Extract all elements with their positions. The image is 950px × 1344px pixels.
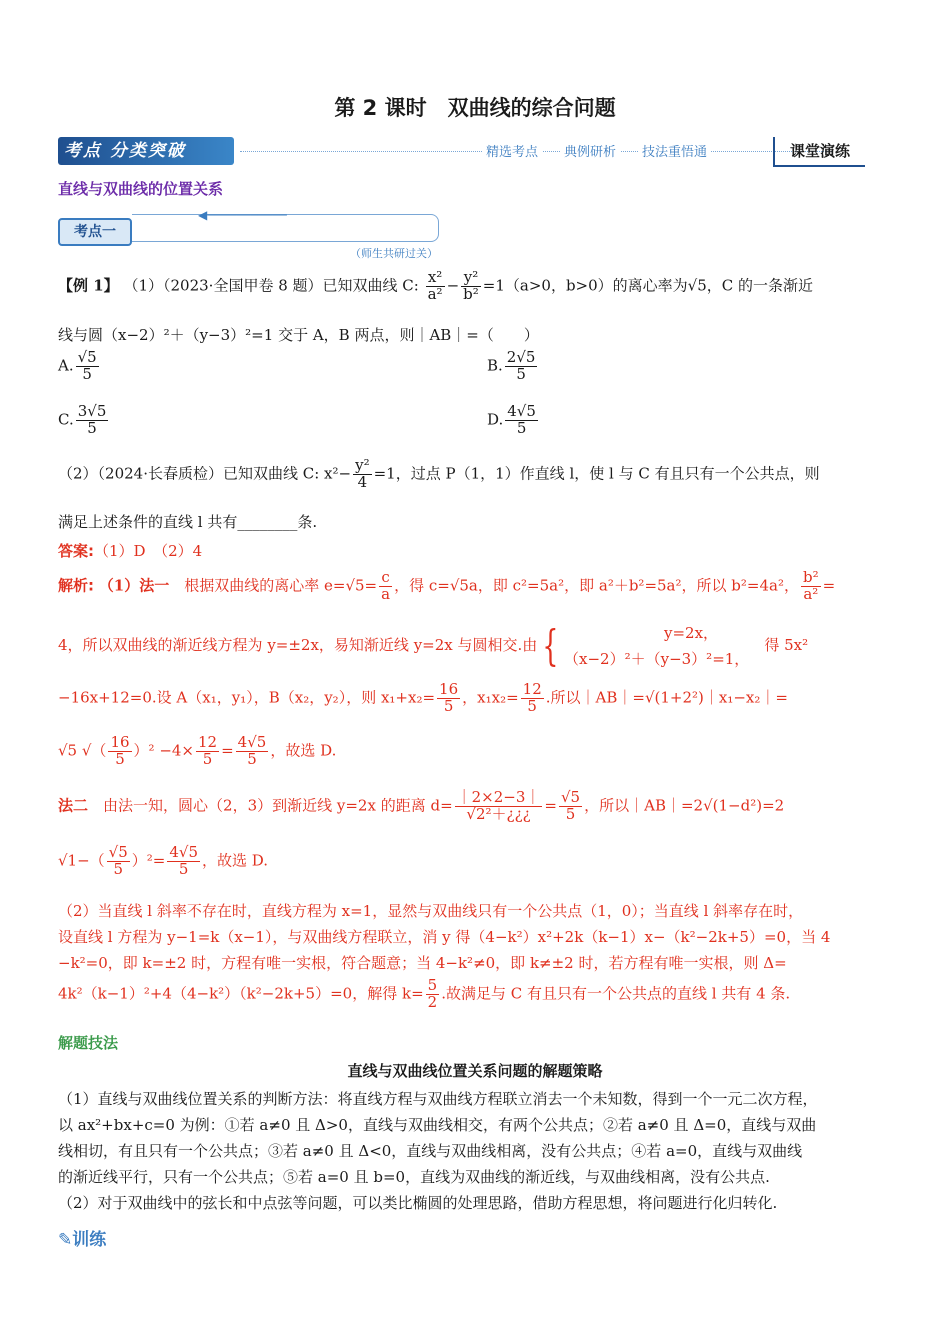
nav-item-2[interactable]: 典例研析 <box>560 141 620 160</box>
analysis-line-1: 解析: （1）法一 根据双曲线的离心率 e=√5= $\frac{c}{a}$ ，得 c=√5a，即 c²=5a²，即 a²＋b²=5a²，所以 b²=4a²， $\frac{\text{b²}}{\text{a²}}$ = <box>58 568 836 603</box>
strategy-title: 直线与双曲线位置关系问题的解题策略 <box>347 1062 603 1080</box>
method-label: 解题技法 <box>58 1034 119 1052</box>
training-heading: ✎训练 <box>58 1230 107 1250</box>
option-b[interactable]: B. $\frac{2√5}{5}$ <box>487 348 536 383</box>
nav-item-3[interactable]: 技法重悟通 <box>638 141 711 160</box>
example-p1-prefix: （1）（2023·全国甲卷 8 题）已知双曲线 C: <box>123 276 419 295</box>
analysis-line-3: −16x+12=0.设 A（x₁，y₁），B（x₂，y₂），则 x₁+x₂= $\frac{16}{5}$ ，x₁x₂= $\frac{12}{5}$ .所以｜AB｜=√(1+2²)｜x₁−x₂｜= <box>58 680 788 715</box>
analysis-line-5: 法二 由法一知，圆心（2，3）到渐近线 y=2x 的距离 d= $\frac{|2\times 2-3|}{\text{√2²＋¿¿¿}}$ = $\frac{√5}{5}$ ，所以｜AB｜=2√(1−d²)=2 <box>58 788 785 823</box>
analysis-part2-line-3: −k²=0，即 k=±2 时，方程有唯一实根，符合题意；当 4−k²≠0，即 k≠±2 时，若方程有唯一实根，则 Δ= <box>58 954 787 972</box>
section-heading: 直线与双曲线的位置关系 <box>58 180 224 198</box>
fraction-y2-b2: $\frac{\text{y²}}{\text{b²}}$ <box>463 268 479 303</box>
example-line-1: 【例 1】 （1）（2023·全国甲卷 8 题）已知双曲线 C: $\frac{\text{x²}}{\text{a²}}$ − $\frac{\text{y²}}{\text{b²}}$ =1（a>0，b>0）的离心率为√5，C 的一条渐近 <box>58 268 814 303</box>
example-part2-line-1: （2）（2024·长春质检）已知双曲线 C: x²− $\frac{\text{y²}}{4}$ =1，过点 P（1，1）作直线 l，使 l 与 C 有且只有一个公共点，则 <box>58 456 820 491</box>
strategy-p2: 以 ax²+bx+c=0 为例：①若 a≠0 且 Δ>0，直线与双曲线相交，有两个公共点；②若 a≠0 且 Δ=0，直线与双曲 <box>58 1116 817 1134</box>
analysis-line-6: √1−（ $\frac{√5}{5}$ ）²= $\frac{4√5}{5}$ ，故选 D. <box>58 843 269 878</box>
nav-item-active[interactable]: 课堂演练 <box>773 137 865 167</box>
analysis-line-2: 4，所以双曲线的渐近线方程为 y=±2x，易知渐近线 y=2x 与圆相交.由 { y=2x， （x−2）²＋（y−3）²=1， 得 5x² <box>58 621 809 670</box>
option-d[interactable]: D. $\frac{4√5}{5}$ <box>487 402 536 437</box>
option-a[interactable]: A. $\frac{√5}{5}$ <box>58 348 97 383</box>
example-part2-line-2: 满足上述条件的直线 l 共有________条. <box>58 513 318 531</box>
example-p1-mid2: ，C 的一条渐近 <box>706 276 814 295</box>
edit-icon: ✎ <box>58 1230 73 1250</box>
strategy-p5: （2）对于双曲线中的弦长和中点弦等问题，可以类比椭圆的处理思路，借助方程思想，将问题进行化归转化. <box>58 1194 778 1212</box>
banner-label: 考点 分类突破 <box>58 137 234 165</box>
example-label: 【例 1】 <box>58 276 119 295</box>
analysis-line-4: √5 √（ $\frac{16}{5}$ ）² −4× $\frac{12}{5}$ = $\frac{4√5}{5}$ ，故选 D. <box>58 733 337 768</box>
analysis-part2-line-1: （2）当直线 l 斜率不存在时，直线方程为 x=1，显然与双曲线只有一个公共点（1，0）；当直线 l 斜率存在时， <box>58 902 804 920</box>
kaodian-label: 考点一 <box>58 218 132 246</box>
kaodian-header <box>58 208 443 262</box>
fraction-x2-a2: $\frac{\text{x²}}{\text{a²}}$ <box>427 268 443 303</box>
fraction-y2-4: $\frac{\text{y²}}{4}$ <box>355 456 370 491</box>
answer: 答案:（1）D （2）4 <box>58 542 203 560</box>
example-line-2: 线与圆（x−2）²＋（y−3）²=1 交于 A，B 两点，则｜AB｜=（ ） <box>58 326 539 344</box>
root5-value: √5 <box>687 276 707 295</box>
strategy-p3: 线相切，有且只有一个公共点；③若 a≠0 且 Δ<0，直线与双曲线相离，没有公共点；④若 a=0，直线与双曲线 <box>58 1142 803 1160</box>
option-c[interactable]: C. $\frac{3√5}{5}$ <box>58 402 107 437</box>
kaodian-note: （师生共研过关） <box>350 247 438 260</box>
page-title: 第 2 课时 双曲线的综合问题 <box>334 96 616 120</box>
strategy-p4: 的渐近线平行，只有一个公共点；⑤若 a=0 且 b=0，直线为双曲线的渐近线，与双曲线相离，没有公共点. <box>58 1168 770 1186</box>
analysis-part2-line-4: 4k²（k−1）²+4（4−k²）（k²−2k+5）=0，解得 k= $\frac{5}{2}$ .故满足与 C 有且只有一个公共点的直线 l 共有 4 条. <box>58 976 791 1011</box>
section-banner <box>58 137 858 167</box>
analysis-part2-line-2: 设直线 l 方程为 y−1=k（x−1），与双曲线方程联立，消 y 得（4−k²）x²+2k（k−1）x−（k²−2k+5）=0，当 4 <box>58 928 831 946</box>
nav-item-1[interactable]: 精选考点 <box>482 141 542 160</box>
strategy-p1: （1）直线与双曲线位置关系的判断方法：将直线方程与双曲线方程联立消去一个未知数，得到一个一元二次方程， <box>58 1090 818 1108</box>
example-p1-mid: =1（a>0，b>0）的离心率为 <box>482 276 688 295</box>
arrow-left-icon: ◀─────────── <box>198 208 287 222</box>
